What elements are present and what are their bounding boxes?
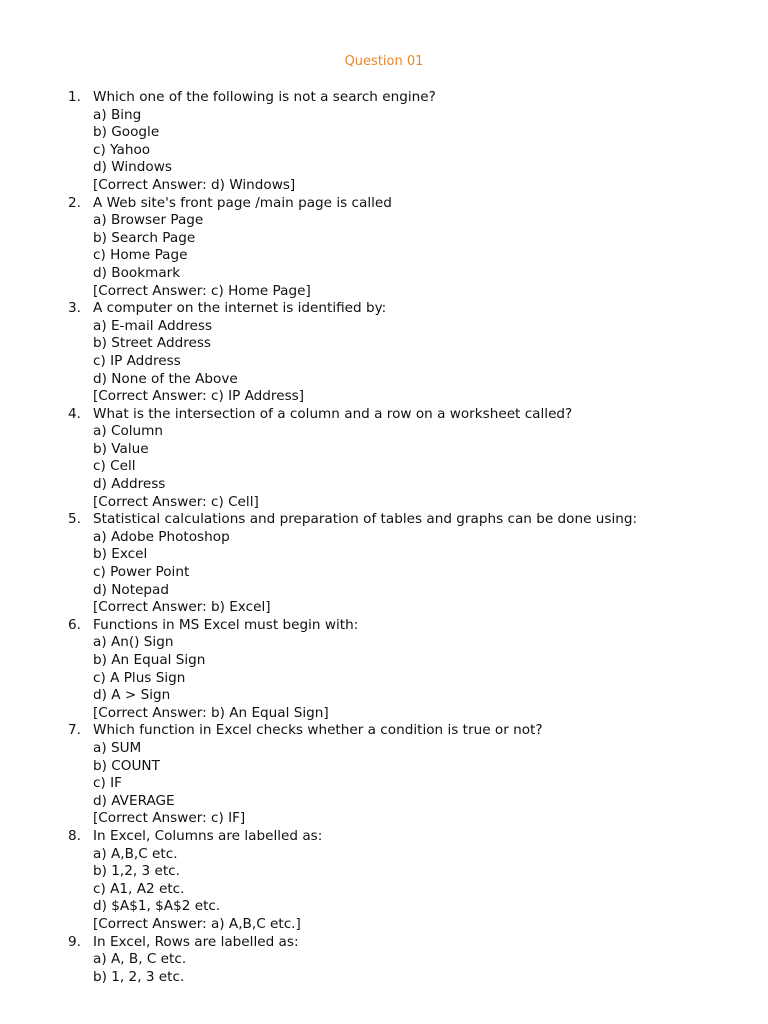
question-text: What is the intersection of a column and a row on a worksheet called? — [93, 405, 573, 422]
answer-option: c) Yahoo — [93, 141, 151, 158]
question-number: 9. — [68, 933, 81, 950]
question-number: 8. — [68, 827, 81, 844]
question-line — [0, 406, 768, 424]
question-item — [0, 934, 768, 987]
answer-option: c) IP Address — [93, 352, 181, 369]
answer-option: a) Adobe Photoshop — [93, 528, 230, 545]
question-number: 7. — [68, 722, 81, 739]
question-item — [0, 828, 768, 934]
document-title: Question 01 — [344, 54, 424, 69]
answer-option: b) An Equal Sign — [93, 652, 206, 668]
question-text: Which function in Excel checks whether a condition is true or not? — [93, 722, 543, 739]
answer-option: a) A, B, C etc. — [93, 951, 187, 968]
answer-option: a) An() Sign — [93, 634, 174, 651]
answer-option: c) Power Point — [93, 564, 190, 581]
correct-answer: [Correct Answer: b) An Equal Sign] — [93, 704, 329, 721]
question-number: 1. — [68, 89, 81, 105]
question-text: In Excel, Rows are labelled as: — [93, 933, 299, 950]
question-number: 4. — [68, 405, 81, 422]
question-item — [0, 406, 768, 512]
question-text: Functions in MS Excel must begin with: — [93, 616, 359, 633]
answer-option: a) Browser Page — [93, 212, 204, 229]
question-line — [0, 617, 768, 635]
question-item — [0, 195, 768, 301]
question-item — [0, 617, 768, 723]
question-line — [0, 934, 768, 952]
answer-option: b) 1,2, 3 etc. — [93, 863, 180, 880]
question-text: Statistical calculations and preparation of tables and graphs can be done using: — [93, 511, 638, 528]
question-number: 6. — [68, 616, 81, 633]
answer-option: b) COUNT — [93, 757, 160, 774]
answer-option: d) AVERAGE — [93, 792, 175, 809]
question-item — [0, 89, 768, 195]
answer-option: d) Bookmark — [93, 264, 181, 281]
question-line — [0, 511, 768, 529]
correct-answer: [Correct Answer: c) IP Address] — [93, 388, 305, 405]
answer-option: c) Home Page — [93, 247, 188, 264]
answer-option: a) A,B,C etc. — [93, 845, 178, 862]
question-item — [0, 722, 768, 828]
answer-option: a) E-mail Address — [93, 317, 213, 334]
question-text: Which one of the following is not a search engine? — [93, 89, 436, 105]
question-text: A computer on the internet is identified by: — [93, 300, 387, 317]
question-line — [0, 722, 768, 740]
correct-answer: [Correct Answer: d) Windows] — [93, 176, 296, 193]
correct-answer: [Correct Answer: a) A,B,C etc.] — [93, 915, 301, 932]
answer-option: d) A > Sign — [93, 687, 171, 704]
answer-option: b) 1, 2, 3 etc. — [93, 968, 185, 985]
question-text: A Web site's front page /main page is called — [93, 194, 392, 211]
answer-option: a) Bing — [93, 106, 142, 123]
question-item — [0, 300, 768, 406]
question-line — [0, 300, 768, 318]
question-text: In Excel, Columns are labelled as: — [93, 827, 323, 844]
answer-option: d) Notepad — [93, 581, 170, 598]
answer-option: c) Cell — [93, 458, 136, 475]
correct-answer: [Correct Answer: b) Excel] — [93, 599, 271, 616]
correct-answer: [Correct Answer: c) Cell] — [93, 493, 259, 510]
question-item — [0, 511, 768, 617]
answer-option: a) Column — [93, 423, 164, 440]
question-line — [0, 89, 768, 107]
question-number: 3. — [68, 300, 81, 317]
question-list — [0, 89, 768, 986]
answer-option: d) Address — [93, 476, 166, 493]
answer-option: c) A1, A2 etc. — [93, 880, 185, 897]
answer-option: b) Value — [93, 440, 149, 457]
answer-option: b) Excel — [93, 546, 148, 563]
answer-option: d) Windows — [93, 159, 172, 176]
answer-option: b) Google — [93, 124, 160, 141]
question-number: 2. — [68, 194, 81, 211]
answer-option: c) IF — [93, 775, 122, 792]
correct-answer: [Correct Answer: c) IF] — [93, 810, 246, 827]
question-line — [0, 195, 768, 213]
question-line — [0, 828, 768, 846]
answer-option: d) $A$1, $A$2 etc. — [93, 898, 221, 915]
answer-option: a) SUM — [93, 739, 142, 756]
answer-option: b) Street Address — [93, 335, 212, 352]
question-number: 5. — [68, 511, 81, 528]
correct-answer: [Correct Answer: c) Home Page] — [93, 282, 311, 299]
answer-option: d) None of the Above — [93, 370, 238, 387]
answer-option: b) Search Page — [93, 229, 196, 246]
answer-option: c) A Plus Sign — [93, 669, 186, 686]
